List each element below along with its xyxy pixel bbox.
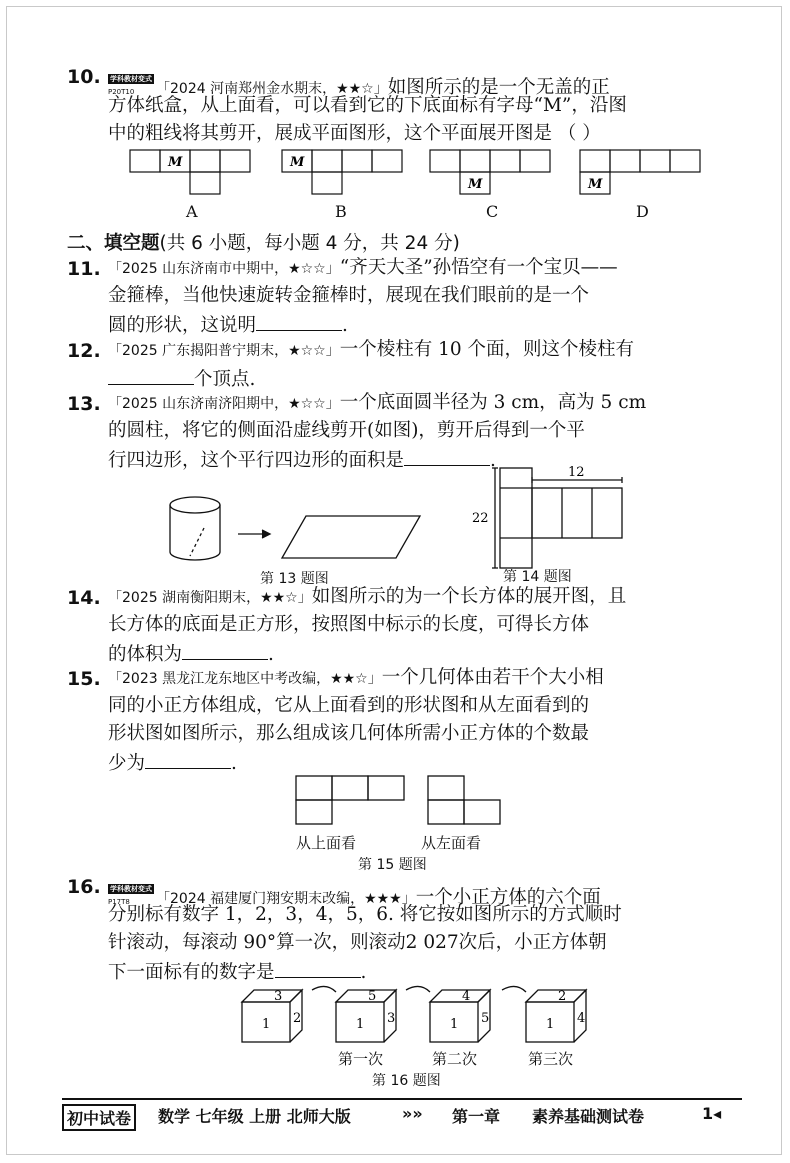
question-14-line3 <box>108 641 274 667</box>
question-16-source-tag: 「2024 福建厦门翔安期末改编，★★★」 <box>156 891 416 907</box>
badge-label: 学科教材变式 <box>110 885 152 893</box>
footer-chapter: 第一章 <box>452 1107 501 1126</box>
question-14-line2: 长方体的底面是正方形，按照图中标示的长度，可得长方体 <box>108 614 590 635</box>
section-desc: (共 6 小题，每小题 4 分，共 24 分) <box>159 233 460 254</box>
question-12-line2 <box>108 366 255 392</box>
series-logo: 初中试卷 <box>62 1104 136 1131</box>
label-top-view: 从上面看 <box>296 834 357 852</box>
figure-14 <box>470 462 640 572</box>
question-14-number: 14. <box>67 587 101 609</box>
cube4-side: 4 <box>577 1011 586 1026</box>
page-footer <box>62 1098 742 1128</box>
question-13-text: 一个底面圆半径为 3 cm，高为 5 cm <box>339 392 647 413</box>
label-left-view: 从左面看 <box>421 834 482 852</box>
answer-blank[interactable] <box>275 959 361 978</box>
question-15-text: 一个几何体由若干个大小相 <box>381 667 604 688</box>
period: . <box>268 644 274 665</box>
cube1-side: 2 <box>293 1011 302 1026</box>
question-16-line3: 针滚动，每滚动 90°算一次，则滚动2 027次后，小正方体朝 <box>108 932 607 953</box>
cube4-front: 1 <box>546 1017 555 1032</box>
question-11-line2: 金箍棒，当他快速旋转金箍棒时，展现在我们眼前的是一个 <box>108 285 590 306</box>
question-11-text3: 圆的形状，这说明 <box>108 315 257 336</box>
period: . <box>231 753 237 774</box>
question-16-line2: 分别标有数字 1，2，3，4，5，6. 将它按如图所示的方式顺时 <box>108 904 622 925</box>
question-13-text3: 行四边形，这个平行四边形的面积是 <box>108 450 405 471</box>
question-15-line2: 同的小正方体组成，它从上面看到的形状图和从左面看到的 <box>108 695 590 716</box>
footer-test-name: 素养基础测试卷 <box>532 1107 645 1126</box>
figure-14-caption: 第 14 题图 <box>503 569 572 585</box>
question-13-number: 13. <box>67 393 101 415</box>
cube3-top: 4 <box>462 989 471 1004</box>
figure-16-caption: 第 16 题图 <box>372 1073 441 1089</box>
question-10-options-figure <box>120 148 740 198</box>
figure-15 <box>290 774 510 830</box>
question-12-number: 12. <box>67 340 101 362</box>
figure-16 <box>236 984 606 1046</box>
question-10-source-tag: 「2024 河南郑州金水期末，★★☆」 <box>156 81 388 97</box>
width-label: 12 <box>568 465 585 480</box>
figure-13 <box>160 490 430 570</box>
roll-arrow-icon <box>502 986 526 992</box>
figure-13-caption: 第 13 题图 <box>260 571 329 587</box>
cube4-top: 2 <box>558 989 567 1004</box>
question-15-line1 <box>108 666 604 691</box>
question-10-line2: 方体纸盒，从上面看，可以看到它的下底面标有字母“M”，沿图 <box>108 95 627 116</box>
option-d-letter: M <box>588 177 603 192</box>
question-16-number: 16. <box>67 876 101 898</box>
answer-blank[interactable] <box>108 366 194 385</box>
question-12-text: 一个棱柱有 10 个面，则这个棱柱有 <box>339 339 635 360</box>
roll-label-1: 第一次 <box>338 1050 384 1068</box>
cube3-side: 5 <box>481 1011 490 1026</box>
period: . <box>342 315 348 336</box>
option-b-letter: M <box>290 155 305 170</box>
figure-15-caption: 第 15 题图 <box>358 857 427 873</box>
option-c-label: C <box>486 202 499 221</box>
cube2-side: 3 <box>387 1011 396 1026</box>
question-15-source-tag: 「2023 黑龙江龙东地区中考改编，★★☆」 <box>108 671 382 687</box>
question-14-source-tag: 「2025 湖南衡阳期末，★★☆」 <box>108 590 312 606</box>
question-13-line1 <box>108 391 646 416</box>
option-c-letter: M <box>468 177 483 192</box>
option-a-label: A <box>186 202 198 221</box>
question-14-line1 <box>108 585 626 610</box>
parallelogram <box>282 516 420 558</box>
question-11-source-tag: 「2025 山东济南市中期中，★☆☆」 <box>108 261 340 277</box>
option-d-label: D <box>636 202 649 221</box>
question-16-text: 一个小正方体的六个面 <box>415 887 601 908</box>
cube2-top: 5 <box>368 989 377 1004</box>
question-11-number: 11. <box>67 258 101 280</box>
question-11-line1 <box>108 256 618 281</box>
question-15-number: 15. <box>67 668 101 690</box>
question-12-text2: 个顶点. <box>194 369 256 390</box>
question-10-line3: 中的粗线将其剪开，展成平面图形，这个平面展开图是 （ ） <box>108 123 601 144</box>
cube1-top: 3 <box>274 989 283 1004</box>
roll-label-3: 第三次 <box>528 1050 574 1068</box>
cylinder-top <box>170 497 220 513</box>
period: . <box>360 962 367 983</box>
cube1-front: 1 <box>262 1017 271 1032</box>
roll-arrow-icon <box>312 986 336 992</box>
question-13-line3 <box>108 447 496 473</box>
question-15-line4 <box>108 750 237 776</box>
footer-subject: 数学 七年级 上册 北师大版 <box>158 1107 351 1126</box>
question-13-source-tag: 「2025 山东济南济阳期中，★☆☆」 <box>108 396 340 412</box>
question-15-text4: 少为 <box>108 753 146 774</box>
answer-blank[interactable] <box>256 312 342 331</box>
height-label: 22 <box>472 511 489 526</box>
question-11-line3 <box>108 312 348 338</box>
cube2-front: 1 <box>356 1017 365 1032</box>
question-10-text: 如图所示的是一个无盖的正 <box>387 77 610 98</box>
question-11-text: “齐天大圣”孙悟空有一个宝贝—— <box>339 257 618 278</box>
badge-ref: P17T8 <box>108 898 130 906</box>
question-16-line4 <box>108 959 366 985</box>
footer-arrows: »» <box>402 1104 423 1123</box>
question-14-text3: 的体积为 <box>108 644 183 665</box>
question-16-text4: 下一面标有的数字是 <box>108 962 275 983</box>
question-15-line3: 形状图如图所示，那么组成该几何体所需小正方体的个数最 <box>108 723 590 744</box>
badge-label: 学科教材变式 <box>110 75 152 83</box>
section-heading <box>67 229 460 255</box>
answer-blank[interactable] <box>145 750 231 769</box>
cube3-front: 1 <box>450 1017 459 1032</box>
roll-label-2: 第二次 <box>432 1050 478 1068</box>
period: . <box>490 450 496 471</box>
question-13-line2: 的圆柱，将它的侧面沿虚线剪开(如图)，剪开后得到一个平 <box>108 420 585 441</box>
roll-arrow-icon <box>406 986 430 992</box>
badge-ref: P20T10 <box>108 88 135 96</box>
question-12-line1 <box>108 338 634 363</box>
question-14-text: 如图所示的为一个长方体的展开图，且 <box>311 586 627 607</box>
page-number: 1◂ <box>702 1104 722 1123</box>
option-b-label: B <box>335 202 347 221</box>
section-title: 二、填空题 <box>67 233 160 254</box>
cut-line <box>190 528 204 556</box>
question-12-source-tag: 「2025 广东揭阳普宁期末，★☆☆」 <box>108 343 340 359</box>
question-10-number: 10. <box>67 66 101 88</box>
answer-blank[interactable] <box>182 641 268 660</box>
option-a-letter: M <box>168 155 183 170</box>
